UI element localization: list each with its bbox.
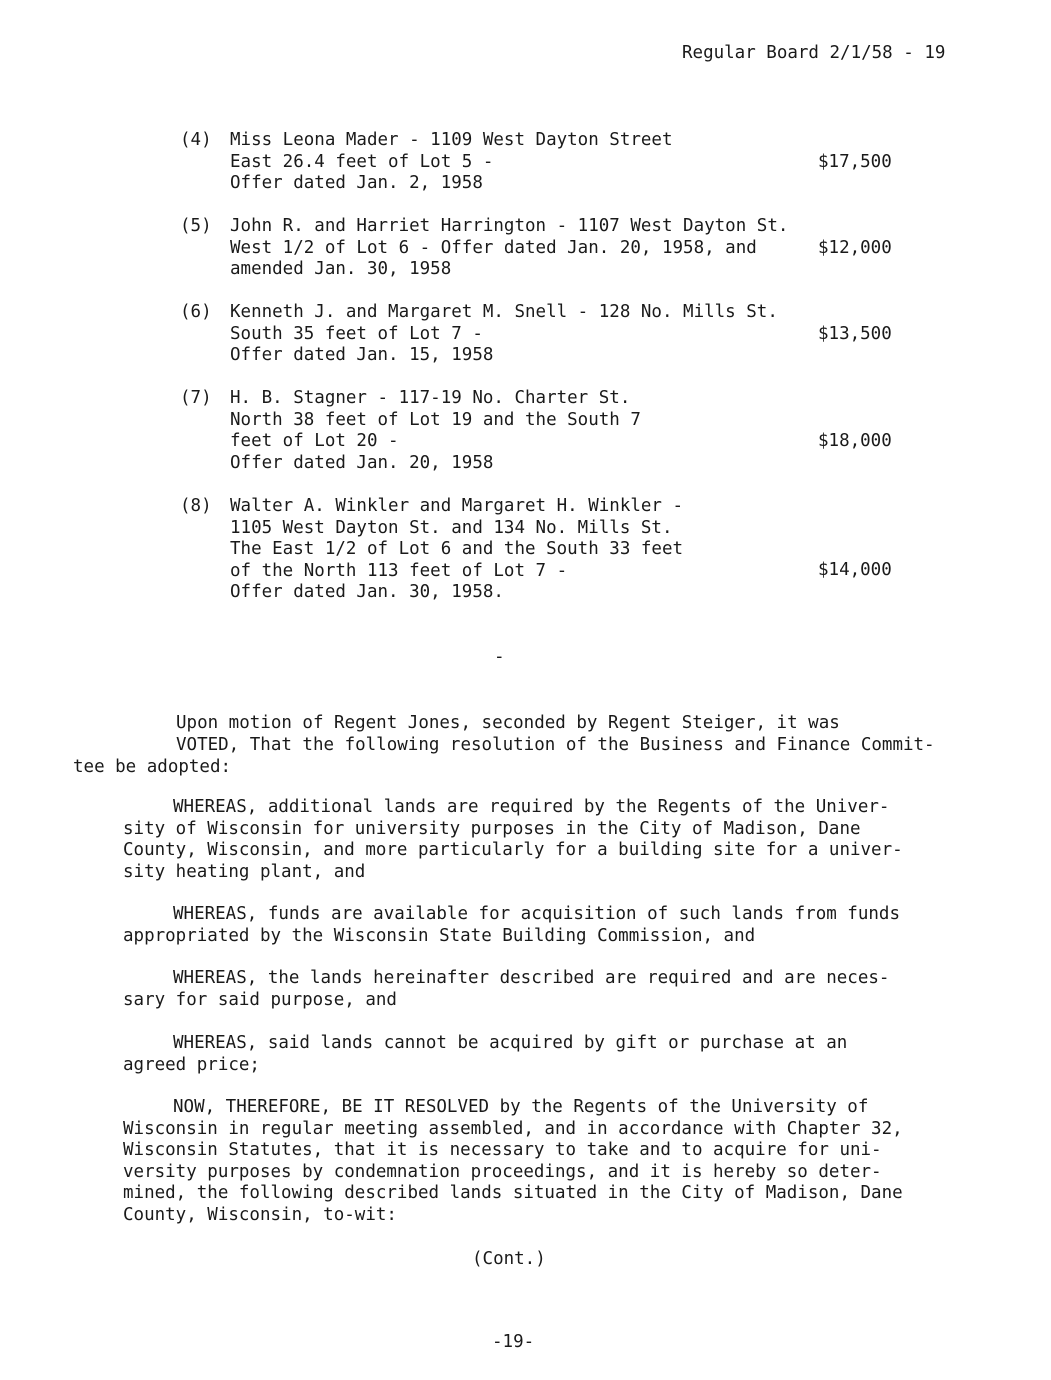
item-description — [230, 496, 683, 604]
paragraph-line: WHEREAS, the lands hereinafter described are required and are neces- — [173, 968, 890, 988]
resolution-paragraph — [123, 968, 889, 1011]
resolution-paragraph — [123, 1097, 903, 1227]
resolution-paragraph — [123, 797, 903, 883]
paragraph-line: WHEREAS, additional lands are required by the Regents of the Univer- — [173, 797, 890, 817]
item-line: South 35 feet of Lot 7 - — [230, 323, 483, 344]
item-number: (5) — [180, 216, 212, 236]
paragraph-line: sity of Wisconsin for university purposes in the City of Madison, Dane — [123, 818, 861, 839]
item-line: Offer dated Jan. 30, 1958. — [230, 582, 504, 603]
item-line: Walter A. Winkler and Margaret H. Winkler - — [230, 496, 684, 516]
paragraph-line: NOW, THEREFORE, BE IT RESOLVED by the Regents of the University of — [173, 1097, 869, 1117]
item-number: (7) — [180, 388, 212, 408]
item-line: John R. and Harriet Harrington - 1107 West Dayton St. — [230, 216, 789, 236]
paragraph-line: mined, the following described lands situated in the City of Madison, Dane — [123, 1183, 903, 1204]
paragraph-line: versity purposes by condemnation proceedings, and it is hereby so deter- — [123, 1161, 882, 1182]
item-amount: $14,000 — [818, 560, 892, 580]
page-header: Regular Board 2/1/58 - 19 — [682, 43, 946, 63]
item-line: The East 1/2 of Lot 6 and the South 33 feet — [230, 539, 684, 560]
resolution-paragraph — [123, 904, 900, 947]
item-description — [230, 216, 788, 281]
paragraph-line: WHEREAS, said lands cannot be acquired by gift or purchase at an — [173, 1033, 848, 1053]
item-number: (6) — [180, 302, 212, 322]
item-amount: $13,500 — [818, 324, 892, 344]
paragraph-line: appropriated by the Wisconsin State Building Commission, and — [123, 925, 756, 946]
item-line: East 26.4 feet of Lot 5 - — [230, 151, 494, 172]
item-line: Offer dated Jan. 20, 1958 — [230, 452, 494, 473]
motion-line: tee be adopted: — [73, 757, 232, 777]
item-number: (4) — [180, 130, 212, 150]
paragraph-line: County, Wisconsin, and more particularly for a building site for a univer- — [123, 840, 903, 861]
item-line: North 38 feet of Lot 19 and the South 7 — [230, 409, 641, 430]
item-line: feet of Lot 20 - — [230, 431, 399, 452]
item-description — [230, 130, 673, 195]
section-separator: - — [494, 647, 505, 667]
item-line: 1105 West Dayton St. and 134 No. Mills St. — [230, 517, 673, 538]
item-line: of the North 113 feet of Lot 7 - — [230, 560, 568, 581]
paragraph-line: Wisconsin Statutes, that it is necessary to take and to acquire for uni- — [123, 1140, 882, 1161]
item-description — [230, 388, 641, 474]
item-line: amended Jan. 30, 1958 — [230, 259, 452, 280]
item-line: Kenneth J. and Margaret M. Snell - 128 No. Mills St. — [230, 302, 778, 322]
paragraph-line: agreed price; — [123, 1054, 260, 1075]
item-number: (8) — [180, 496, 212, 516]
paragraph-line: sity heating plant, and — [123, 861, 366, 882]
item-line: West 1/2 of Lot 6 - Offer dated Jan. 20, 1958, and — [230, 237, 757, 258]
item-amount: $17,500 — [818, 152, 892, 172]
item-line: Miss Leona Mader - 1109 West Dayton Street — [230, 130, 673, 150]
motion-line: Upon motion of Regent Jones, seconded by Regent Steiger, it was — [176, 713, 840, 733]
item-description — [230, 302, 778, 367]
resolution-paragraph — [123, 1033, 847, 1076]
item-amount: $12,000 — [818, 238, 892, 258]
item-line: H. B. Stagner - 117-19 No. Charter St. — [230, 388, 631, 408]
paragraph-line: Wisconsin in regular meeting assembled, and in accordance with Chapter 32, — [123, 1118, 903, 1139]
item-line: Offer dated Jan. 15, 1958 — [230, 345, 494, 366]
continued-note: (Cont.) — [472, 1249, 546, 1269]
page-number: -19- — [492, 1332, 535, 1352]
paragraph-line: County, Wisconsin, to-wit: — [123, 1204, 397, 1225]
paragraph-line: sary for said purpose, and — [123, 989, 397, 1010]
motion-line: VOTED, That the following resolution of the Business and Finance Commit- — [176, 735, 935, 755]
item-line: Offer dated Jan. 2, 1958 — [230, 173, 483, 194]
paragraph-line: WHEREAS, funds are available for acquisition of such lands from funds — [173, 904, 900, 924]
item-amount: $18,000 — [818, 431, 892, 451]
